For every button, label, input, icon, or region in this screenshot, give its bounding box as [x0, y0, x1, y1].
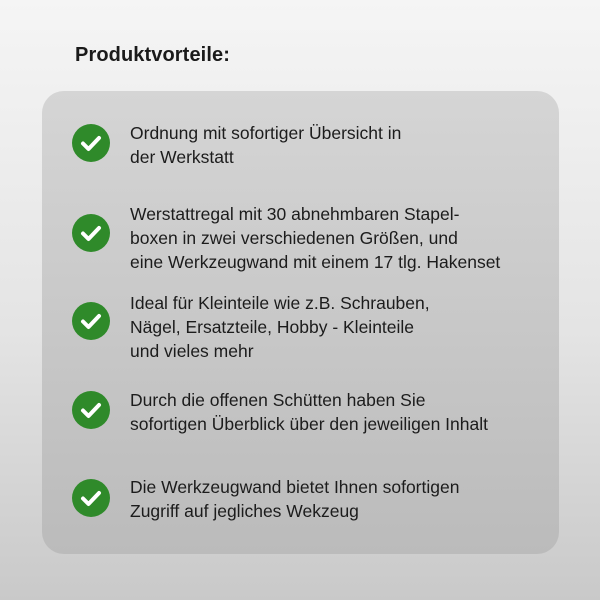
- benefit-line: boxen in zwei verschiedenen Größen, und: [130, 228, 458, 248]
- benefit-text: [130, 388, 555, 436]
- check-circle-icon: [72, 479, 110, 517]
- benefit-line: Zugriff auf jegliches Wekzeug: [130, 501, 359, 521]
- benefit-line: eine Werkzeugwand mit einem 17 tlg. Hakenset: [130, 252, 501, 272]
- benefit-line: sofortigen Überblick über den jeweiligen Inhalt: [130, 414, 488, 434]
- benefit-line: Ordnung mit sofortiger Übersicht in: [130, 123, 402, 143]
- benefit-line: Werstattregal mit 30 abnehmbaren Stapel-: [130, 204, 460, 224]
- page-title: Produktvorteile:: [75, 44, 230, 66]
- check-circle-icon: [72, 391, 110, 429]
- benefit-line: Durch die offenen Schütten haben Sie: [130, 390, 426, 410]
- benefits-panel: [42, 91, 559, 554]
- benefit-text: [130, 291, 555, 363]
- check-circle-icon: [72, 124, 110, 162]
- benefit-line: Ideal für Kleinteile wie z.B. Schrauben,: [130, 293, 430, 313]
- check-circle-icon: [72, 214, 110, 252]
- benefit-text: [130, 475, 555, 523]
- benefit-text: [130, 202, 555, 274]
- benefit-line: der Werkstatt: [130, 147, 234, 167]
- check-circle-icon: [72, 302, 110, 340]
- benefit-line: Nägel, Ersatzteile, Hobby - Kleinteile: [130, 317, 415, 337]
- benefit-text: [130, 121, 555, 169]
- benefit-line: Die Werkzeugwand bietet Ihnen sofortigen: [130, 477, 460, 497]
- benefit-line: und vieles mehr: [130, 341, 254, 361]
